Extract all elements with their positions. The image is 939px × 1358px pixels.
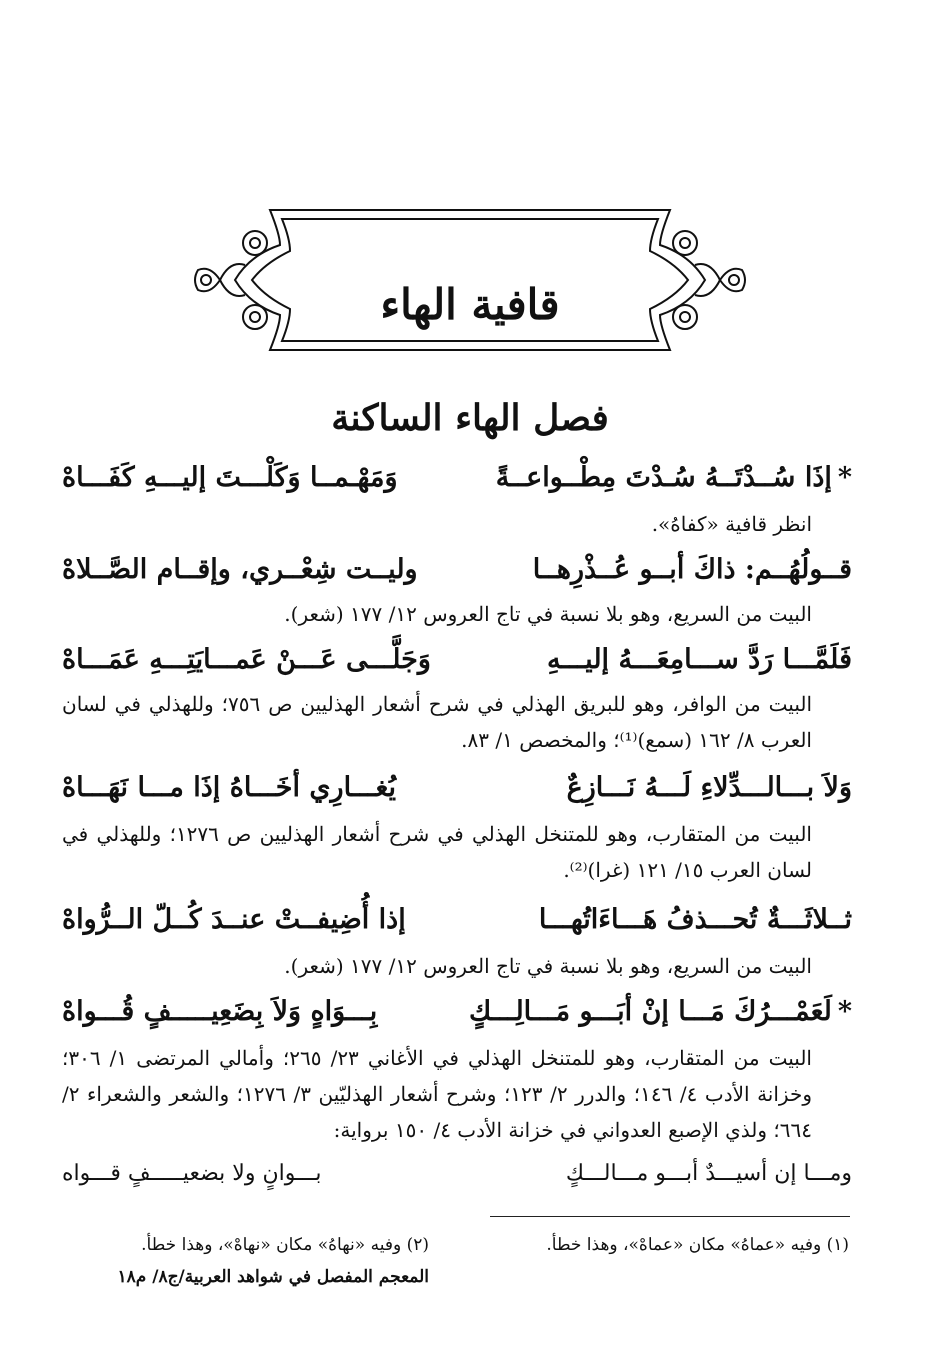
verse-second-hemistich: بـــوانٍ ولا بضعيـــــفٍ قـــواه <box>62 1161 322 1186</box>
verse-first-hemistich: ثــلاثَـــةٌ تُحـــذفُ هَـــاءَاتُهـــا <box>538 904 852 935</box>
note-paragraph: البيت من المتقارب، وهو للمتنخل الهذلي في شرح أشعار الهذليين ص ١٢٧٦؛ وللهذلي في لسان العرب ١٥/ ١٢١ (غرا)⁽²⁾. <box>62 822 812 882</box>
footnote-1: (١) وفيه «عماهُ» مكان «عماهْ»، وهذا خطأ. <box>546 1235 849 1255</box>
verse-second-hemistich: بِـــوَاهٍ وَلاَ بِضَعِيـــــفٍ قُـــواهْ <box>62 996 378 1027</box>
book-reference-footer: المعجم المفصل في شواهد العربية/ج٨/ م١٨ <box>117 1267 429 1287</box>
verse-first-hemistich: فَلَمَّـــا رَدَّ ســـامِعَـــهُ إليـــهِ <box>546 644 852 675</box>
rhyme-title: قافية الهاء <box>380 280 560 329</box>
note-paragraph: البيت من السريع، وهو بلا نسبة في تاج العروس ١٢/ ١٧٧ (شعر). <box>284 602 812 626</box>
verse-star-marker: * <box>837 462 852 493</box>
verse-note <box>62 816 852 888</box>
verse-note <box>62 686 852 758</box>
verse-note <box>62 948 852 984</box>
variant-verse-line <box>62 1152 852 1196</box>
verse-second-hemistich: وَمَهْـمــا وَكَلْـــتَ إليـــهِ كَفَـــاهْ <box>62 462 398 493</box>
footnote-2: (٢) وفيه «نهاهُ» مكان «نهاهْ»، وهذا خطأ. <box>141 1235 429 1255</box>
verse-star-marker: * <box>837 996 852 1027</box>
note-paragraph: انظر قافية «كفاهُ». <box>651 512 812 536</box>
verse-line <box>62 766 852 810</box>
note-paragraph: البيت من السريع، وهو بلا نسبة في تاج العروس ١٢/ ١٧٧ (شعر). <box>284 954 812 978</box>
verse-line <box>62 898 852 942</box>
verse-first-hemistich <box>496 456 852 500</box>
verse-first-hemistich: ومـــا إن أسيـــدٌ أبـــو مـــالـــكٍ <box>565 1161 852 1186</box>
note-paragraph: البيت من الوافر، وهو للبريق الهذلي في شرح أشعار الهذليين ص ٧٥٦؛ وللهذلي في لسان العرب ٨/ ١٦٢ (سمع)⁽¹⁾؛ والمخصص ١/ ٨٣. <box>62 692 812 752</box>
verse-line <box>62 990 852 1034</box>
verse-line <box>62 638 852 682</box>
verse-first-hemistich <box>469 990 852 1034</box>
verse-note <box>62 596 852 632</box>
verse-note <box>62 506 852 542</box>
verse-second-hemistich: يُغـــارِي أخَـــاهُ إذَا مـــا نَهَـــاهْ <box>62 772 397 803</box>
verse-second-hemistich: وليــت شِعْــري، وإقــام الصَّــلاهْ <box>62 554 418 585</box>
verse-text: إذَا سُــدْتَــهُ سُـدْتَ مِطْــواعــةً <box>495 462 832 493</box>
verse-text: لَعَمْـــرُكَ مَـــا إنْ أبَـــو مَـــالِـــكٍ <box>468 996 832 1027</box>
section-title: فصل الهاء الساكنة <box>331 397 609 439</box>
verse-first-hemistich: وَلاَ بـــالـــدِّلاءِ لَـــهُ نَـــازِعٌ <box>566 772 852 803</box>
verse-first-hemistich: قــولُهُــم: ذاكَ أبــو عُــذْرِهــا <box>532 554 852 585</box>
verse-line <box>62 548 852 592</box>
verse-second-hemistich: إذا أُضِيفــتْ عنــدَ كُــلّ الــرُّواهْ <box>62 904 406 935</box>
verse-note <box>62 1040 852 1148</box>
footnote-divider <box>490 1216 850 1217</box>
verse-second-hemistich: وَجَلَّـــى عَـــنْ عَمـــايَتِـــهِ عَمَـــاهْ <box>62 644 431 675</box>
note-paragraph: البيت من المتقارب، وهو للمتنخل الهذلي في الأغاني ٢٣/ ٢٦٥؛ وأمالي المرتضى ١/ ٣٠٦؛ وخزانة الأدب ٤/ ١٤٦؛ والدرر ٢/ ١٢٣؛ وشرح أشعار الهذليّين ٣/ ١٢٧٦؛ والشعر والشعراء ٢/ ٦٦٤؛ ولذي الإصبع العدواني في خزانة الأدب ٤/ ١٥٠ برواية: <box>62 1046 812 1142</box>
verse-line <box>62 456 852 500</box>
